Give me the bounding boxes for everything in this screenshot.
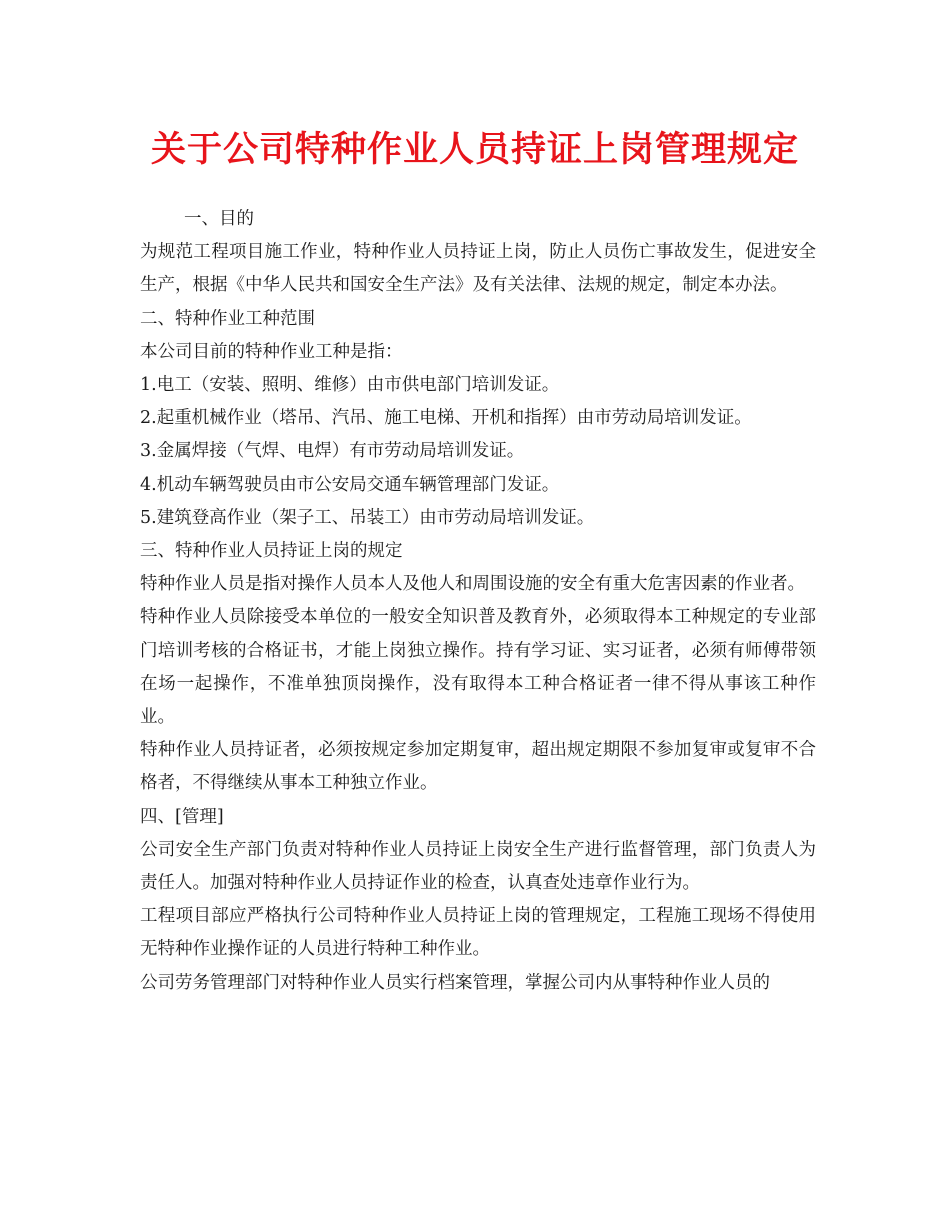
section-heading-scope: 二、特种作业工种范围 — [140, 308, 315, 329]
paragraph-review: 特种作业人员持证者，必须按规定参加定期复审，超出规定期限不参加复审或复审不合格者，不得继续从事本工种独立作业。 — [140, 740, 816, 794]
list-item-lifting-machinery: 2.起重机械作业（塔吊、汽吊、施工电梯、开机和指挥）由市劳动局培训发证。 — [140, 408, 752, 429]
paragraph-definition: 特种作业人员是指对操作人员本人及他人和周围设施的安全有重大危害因素的作业者。 — [140, 574, 805, 595]
paragraph-purpose: 为规范工程项目施工作业，特种作业人员持证上岗，防止人员伤亡事故发生，促进安全生产，根据《中华人民共和国安全生产法》及有关法律、法规的规定，制定本办法。 — [140, 242, 816, 296]
list-item-electrician: 1.电工（安装、照明、维修）由市供电部门培训发证。 — [140, 375, 560, 396]
list-item-welding: 3.金属焊接（气焊、电焊）有市劳动局培训发证。 — [140, 441, 525, 462]
paragraph-scope-intro: 本公司目前的特种作业工种是指： — [140, 341, 403, 362]
list-item-work-at-height: 5.建筑登高作业（架子工、吊装工）由市劳动局培训发证。 — [140, 507, 595, 528]
list-item-vehicle-driver: 4.机动车辆驾驶员由市公安局交通车辆管理部门发证。 — [140, 474, 560, 495]
section-heading-purpose: 一、目的 — [184, 209, 254, 229]
section-heading-management: 四、[管理] — [140, 806, 224, 827]
document-body — [140, 203, 816, 1000]
section-heading-rules: 三、特种作业人员持证上岗的规定 — [140, 541, 403, 562]
document-title: 关于公司特种作业人员持证上岗管理规定 — [150, 130, 799, 170]
paragraph-labor-department: 公司劳务管理部门对特种作业人员实行档案管理，掌握公司内从事特种作业人员的 — [140, 972, 770, 993]
paragraph-project-department: 工程项目部应严格执行公司特种作业人员持证上岗的管理规定，工程施工现场不得使用无特种作业操作证的人员进行特种工种作业。 — [140, 906, 816, 960]
paragraph-certification: 特种作业人员除接受本单位的一般安全知识普及教育外，必须取得本工种规定的专业部门培训考核的合格证书，才能上岗独立操作。持有学习证、实习证者，必须有师傅带领在场一起操作，不准单独顶岗操作，没有取得本工种合格证者一律不得从事该工种作业。 — [140, 607, 816, 728]
paragraph-safety-department: 公司安全生产部门负责对特种作业人员持证上岗安全生产进行监督管理，部门负责人为责任人。加强对特种作业人员持证作业的检查，认真查处违章作业行为。 — [140, 839, 816, 894]
